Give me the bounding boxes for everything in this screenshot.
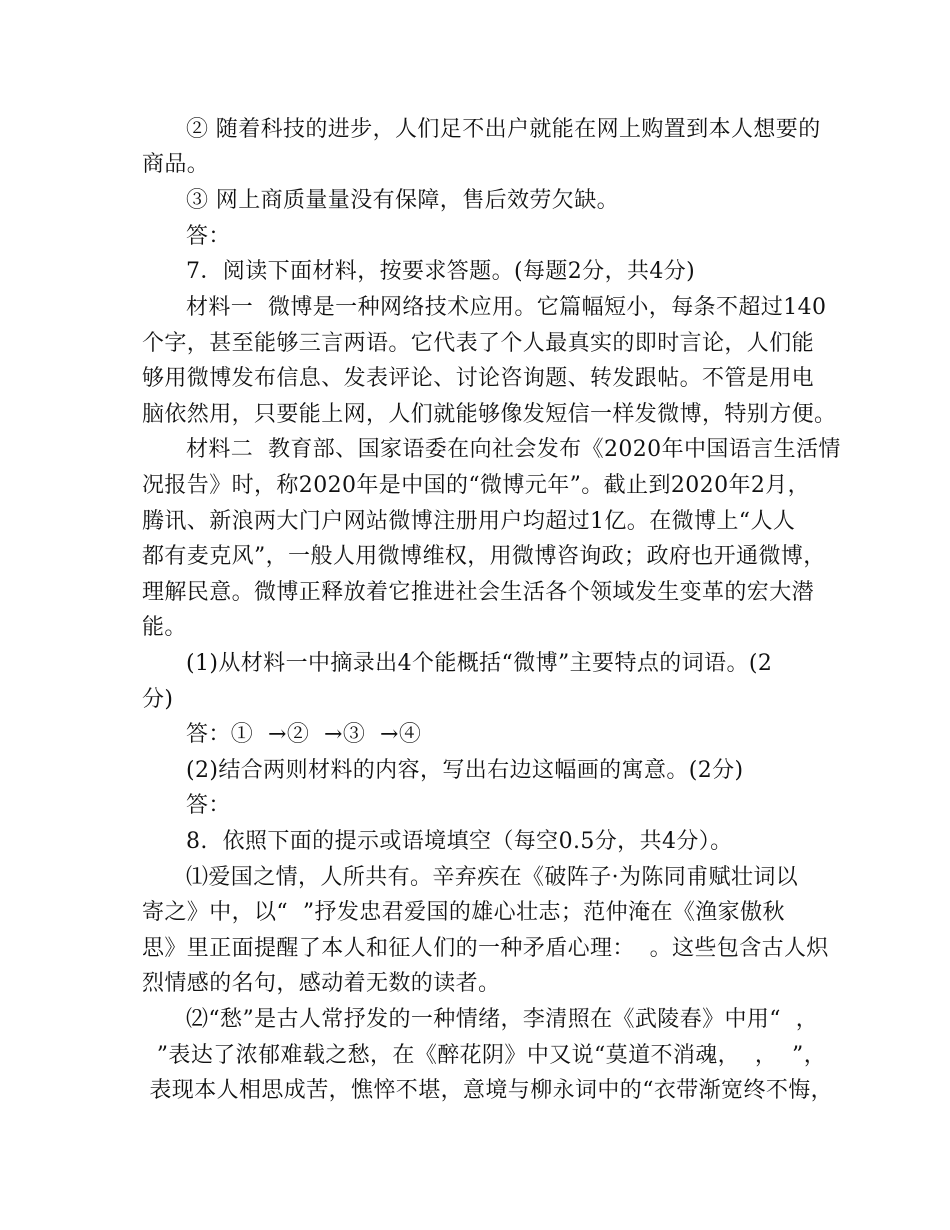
text-line: 答：	[186, 224, 231, 249]
sub-question: (2)结合两则材料的内容，写出右边这幅画的寓意。(2分)	[186, 758, 744, 783]
text-line: 分)	[142, 687, 174, 712]
text-line: 材料一 微博是一种网络技术应用。它篇幅短小，每条不超过140	[186, 295, 827, 320]
text-line: ⑴爱国之情，人所共有。辛弃疾在《破阵子·为陈同甫赋壮词以	[186, 865, 799, 890]
text-line: 都有麦克风”，一般人用微博维权，用微博咨询政；政府也开通微博，	[142, 544, 826, 569]
text-line: 脑依然用，只要能上网，人们就能够像发短信一样发微博，特别方便。	[142, 402, 837, 427]
text-line: 烈情感的名句，感动着无数的读者。	[142, 971, 501, 996]
question-heading: 7．阅读下面材料，按要求答题。(每题2分，共4分)	[186, 259, 696, 284]
text-line: 腾讯、新浪两大门户网站微博注册用户均超过1亿。在微博上“人人	[142, 509, 796, 534]
text-line: 够用微博发布信息、发表评论、讨论咨询题、转发跟帖。不管是用电	[142, 366, 815, 391]
text-line: ”表达了浓郁难载之愁，在《醉花阴》中又说“莫道不消魂， ， ”，	[142, 1043, 827, 1068]
answer-line: 答：① →② →③ →④	[186, 722, 422, 747]
question-heading: 8. 依照下面的提示或语境填空（每空0.5分，共4分）。	[186, 829, 733, 854]
text-line: 表现本人相思成苦，憔悴不堪，意境与柳永词中的“衣带渐宽终不悔，	[142, 1078, 834, 1103]
text-line: 商品。	[142, 152, 210, 177]
text-line: ⑵“愁”是古人常抒发的一种情绪，李清照在《武陵春》中用“ ，	[186, 1007, 819, 1032]
text-line: 个字，甚至能够三言两语。它代表了个人最真实的即时言论，人们能	[142, 331, 815, 356]
text-line: ③ 网上商质量量没有保障，售后效劳欠缺。	[186, 188, 619, 213]
text-line: ② 随着科技的进步，人们足不出户就能在网上购置到本人想要的	[186, 117, 821, 142]
text-line: 理解民意。微博正释放着它推进社会生活各个领域发生变革的宏大潜	[142, 580, 815, 605]
text-line: 材料二 教育部、国家语委在向社会发布《2020年中国语言生活情	[186, 437, 841, 462]
sub-question: (1)从材料一中摘录出4个能概括“微博”主要特点的词语。(2	[186, 651, 773, 676]
text-line: 寄之》中，以“ ”抒发忠君爱国的雄心壮志；范仲淹在《渔家傲秋	[142, 900, 785, 925]
text-line: 思》里正面提醒了本人和征人们的一种矛盾心理： 。这些包含古人炽	[142, 936, 829, 961]
answer-line: 答：	[186, 793, 231, 818]
text-line: 况报告》时，称2020年是中国的“微博元年”。截止到2020年2月，	[142, 473, 811, 498]
text-line: 能。	[142, 615, 187, 640]
